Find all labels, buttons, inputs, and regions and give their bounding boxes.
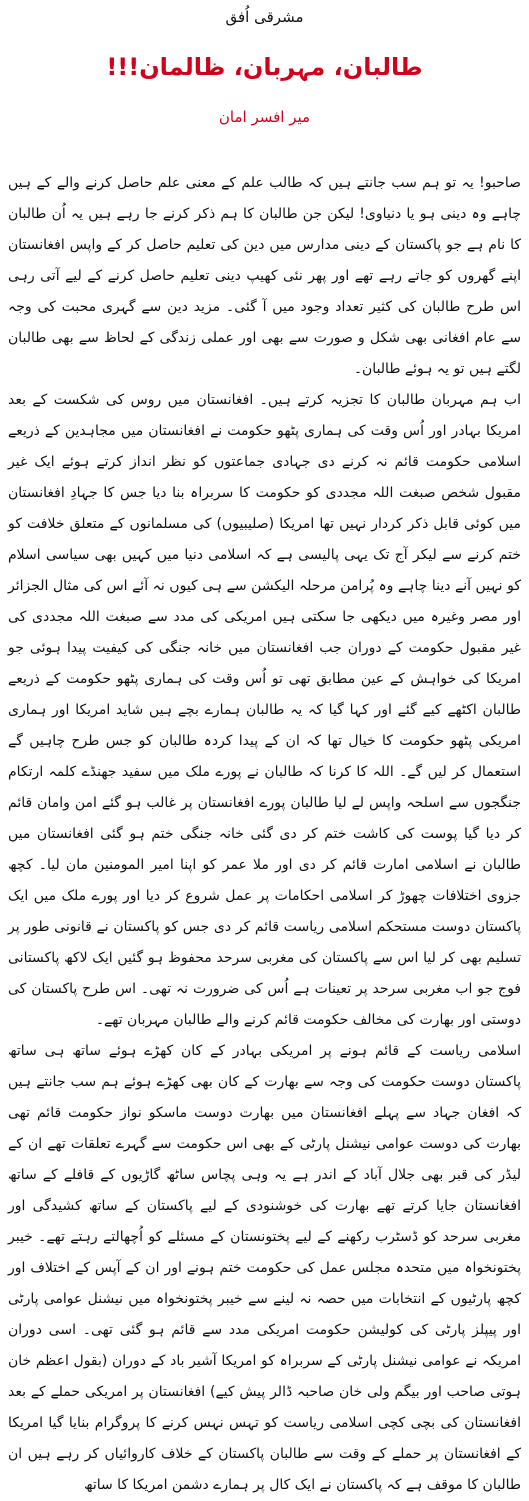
article-paragraph: اب ہم مہربان طالبان کا تجزیہ کرتے ہیں۔ افغانستان میں روس کی شکست کے بعد امریکا بہادر اور اُس وقت کی ہماری پٹھو حکومت نے افغانستان میں مجاہدین کے ذریعے اسلامی حکومت قائم نہ کرنے دی جہادی جماعتوں کو نظر انداز کرتے ہوئے ایک غیر مقبول شخص صبغت اللہ مجددی کو حکومت کا سربراہ بنا دیا جس کا جہادِ افغانستان میں کوئی قابل ذکر کردار نہیں تھا امریکا (صلیبیوں) کی مسلمانوں کے متعلق خلافت کو ختم کرنے سے لیکر آج تک یہی پالیسی ہے کہ اسلامی دنیا میں کہیں بھی سیاسی اسلام کو نہیں آنے دینا چاہے وہ پُرامن مرحلہ الیکشن سے ہی کیوں نہ آئے اس کی مثال الجزائر اور مصر وغیرہ میں دیکھی جا سکتی ہیں امریکی کی مدد سے صبغت اللہ مجددی کی غیر مقبول حکومت کے دوران جب افغانستان میں خانہ جنگی کی کیفیت پیدا ہوئی جو امریکا کی خواہش کے عین مطابق تھی تو اُس وقت کی ہماری پٹھو حکومت کے ذریعے طالبان اکٹھے کیے گئے اور کہا گیا کہ یہ طالبان ہمارے بچے ہیں شاید امریکا اور ہماری امریکی پٹھو حکومت کا خیال تھا کہ ان کے پیدا کردہ طالبان کو جس طرح چاہیں گے استعمال کر لیں گے۔ اللہ کا کرنا کہ طالبان نے پورے ملک میں سفید جھنڈے کلمہ ارتکام جنگجوں سے اسلحہ واپس لے لیا طالبان پورے افغانستان پر غالب ہو گئے امن وامان قائم کر دیا گیا پوست کی کاشت ختم کر دی گئی خانہ جنگی ختم ہو گئی افغانستان میں طالبان نے اسلامی امارت قائم کر دی اور ملا عمر کو اپنا امیر المومنین مان لیا۔ کچھ جزوی اختلافات چھوڑ کر اسلامی احکامات پر عمل شروع کر دیا اور پورے ملک میں ایک پاکستان دوست مستحکم اسلامی ریاست قائم کر دی جس کو پاکستان نے قانونی طور پر تسلیم بھی کر لیا اس سے پاکستان کی مغربی سرحد محفوظ ہو گئیں ایک لاکھ پاکستانی فوج جو اب مغربی سرحد پر تعینات ہے اُس کی ضرورت نہ تھی۔ اس طرح پاکستان کی دوستی اور بھارت کی مخالف حکومت قائم کرنے والے طالبان مہربان تھے۔ [8,392,521,1028]
article-paragraph: صاحبو! یہ تو ہم سب جانتے ہیں کہ طالب علم کے معنی علم حاصل کرنے والے کے ہیں چاہے وہ دینی ہو یا دنیاوی! لیکن جن طالبان کا ہم ذکر کرنے جا رہے ہیں یہ اُن طالبان کا نام ہے جو پاکستان کے دینی مدارس میں دین کی تعلیم حاصل کر کے واپس افغانستان اپنے گھروں کو جاتے رہے تھے اور پھر نئی کھیپ دینی تعلیم حاصل کرنے کے لیے آتی رہی اس طرح طالبان کی کثیر تعداد وجود میں آ گئی۔ مزید دین سے گہری محبت کی وجہ سے عام افغانی بھی شکل و صورت سے بھی اور عملی زندگی کے لحاظ سے بھی طالبان لگتے ہیں تو یہ ہوئے طالبان۔ [8,175,521,377]
article-body [8,168,521,1493]
column-name: مشرقی اُفق [225,8,304,26]
author-byline: میر افسر امان [218,108,311,126]
article-paragraph: اسلامی ریاست کے قائم ہونے پر امریکی بہادر کے کان کھڑے ہوئے ساتھ ہی ساتھ پاکستان دوست حکومت کی وجہ سے بھارت کے کان بھی کھڑے ہوئے ہم سب جانتے ہیں کہ افغان جہاد سے پہلے افغانستان میں بھارت دوست ماسکو نواز حکومت قائم تھی بھارت کی دوست عوامی نیشنل پارٹی کے بھی اس حکومت سے گہرے تعلقات تھے ان کے لیڈر کی قبر بھی جلال آباد کے اندر ہے یہ وہی پچاس ساٹھ گاڑیوں کے قافلے کے ساتھ افغانستان جایا کرتے تھے بھارت کی خوشنودی کے لیے پاکستان کے ساتھ کشیدگی اور مغربی سرحد کو ڈسٹرب رکھنے کے لیے پختونستان کے مسئلے کو اُچھالتے رہتے تھے۔ خیبر پختونخواہ میں متحدہ مجلس عمل کی حکومت ختم ہونے اور ان کے آپس کے اختلاف اور کچھ پارٹیوں کے انتخابات میں حصہ نہ لینے سے خیبر پختونخواہ میں نیشنل عوامی پارٹی اور پیپلز پارٹی کی کولیشن حکومت امریکی مدد سے قائم ہو گئی تھی۔ اسی دوران امریکہ نے عوامی نیشنل پارٹی کے سربراہ کو امریکا آشیر باد کے دوران (بقول اعظم خان ہوتی صاحب اور بیگم ولی خان صاحبہ ڈالر پیش کیے) افغانستان پر امریکی حملے کے بعد افغانستان کی بچی کچی اسلامی ریاست کو تہس نہس کرنے کا پروگرام بنایا گیا امریکا کے افغانستان پر حملے کے وقت سے طالبان پاکستان کے خلاف کاروائیاں کر رہے ہیں ان طالبان کا موقف ہے کہ پاکستان نے ایک کال پر ہمارے دشمن امریکا کا ساتھ [8,1043,521,1493]
article-headline: طالبان، مہربان، ظالمان!!! [106,53,423,81]
